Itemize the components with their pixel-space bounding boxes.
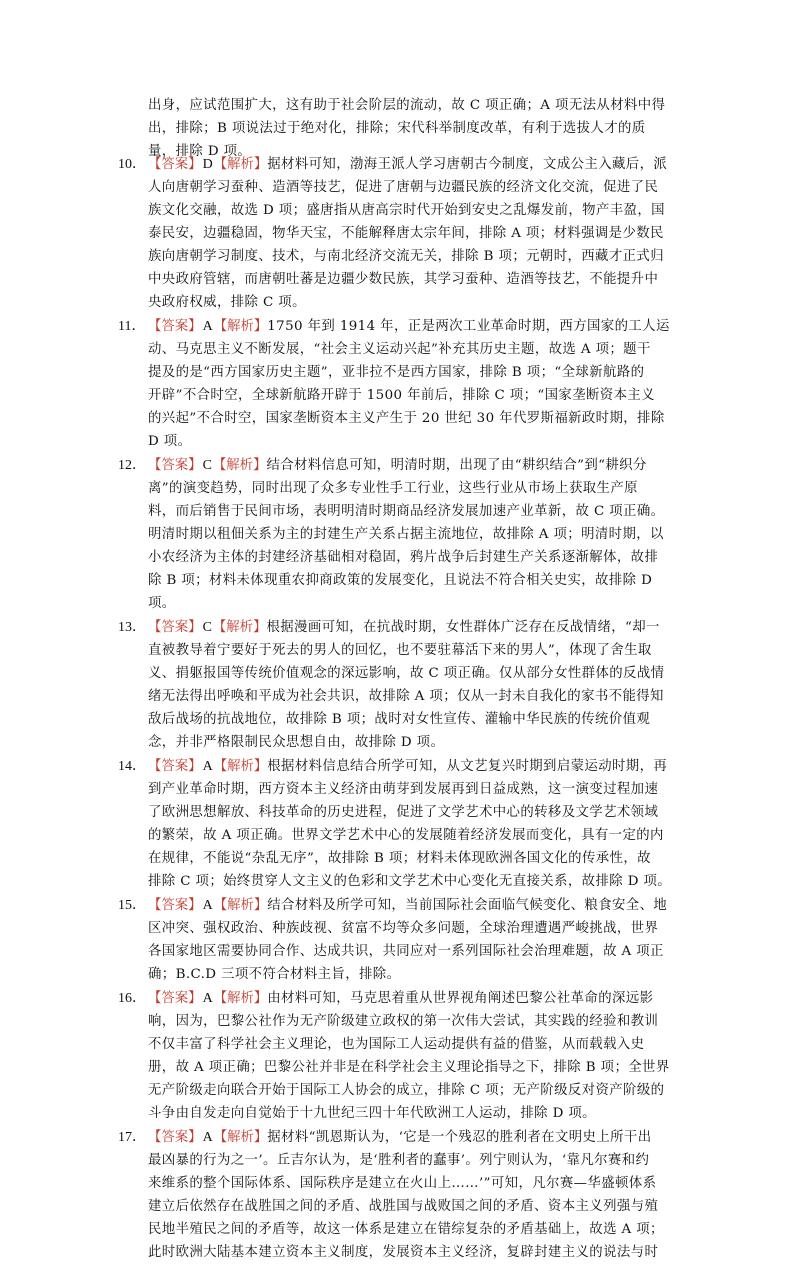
- analysis-line: 绪无法得出呼唤和平成为社会共识，故排除 A 项；仅从一封未自我化的家书不能得知: [148, 689, 664, 704]
- analysis-line: 斗争由自发走向自觉始于十九世纪三四十年代欧洲工人运动，排除 D 项。: [148, 1106, 596, 1121]
- answer-letter: A: [202, 991, 213, 1006]
- analysis-line: 开辟”不合时空，全球新航路开辟于 1500 年前后，排除 C 项；“国家垄断资本主义: [148, 388, 655, 403]
- analysis-line: 敌后战场的抗战地位，故排除 B 项；战时对女性宣传、灌输中华民族的传统价值观: [148, 712, 651, 727]
- item-number: 15．: [118, 898, 146, 913]
- item-number: 17．: [118, 1130, 146, 1145]
- answer-tag: 【答案】: [148, 319, 202, 334]
- analysis-line: 提及的是“西方国家历史主题”，亚非拉不是西方国家，排除 B 项；“全球新航路的: [148, 365, 645, 380]
- analysis-line: 义、捐躯报国等传统价值观念的深远影响，故 C 项正确。仅从部分女性群体的反战情: [148, 666, 665, 681]
- analysis-line: 确；B.C.D 三项不符合材料主旨，排除。: [148, 967, 401, 982]
- analysis-line: 此时欧洲大陆基本建立资本主义制度，发展资本主义经济，复辟封建主义的说法与时: [148, 1245, 659, 1260]
- answer-letter: A: [202, 1130, 213, 1145]
- item-number: 13．: [118, 620, 146, 635]
- item-number: 12．: [118, 458, 146, 473]
- answer-tag: 【答案】: [148, 1130, 202, 1145]
- answer-tag: 【答案】: [148, 157, 202, 172]
- analysis-line: D 项。: [148, 434, 192, 449]
- analysis-line: 料，而后销售于民间市场，表明明清时期商品经济发展加速产业革新，故 C 项正确。: [148, 504, 665, 519]
- analysis-line: 无产阶级走向联合开始于国际工人协会的成立，排除 C 项；无产阶级反对资产阶级的: [148, 1083, 665, 1098]
- analysis-line: 在规律，不能说“杂乱无序”，故排除 B 项；材料未体现欧洲各国文化的传承性，故: [148, 851, 651, 866]
- answer-letter: C: [202, 458, 212, 473]
- analysis-line: 央政府权威，排除 C 项。: [148, 295, 306, 310]
- analysis-tag: 【解析】: [213, 157, 268, 172]
- answer-item-14: [118, 755, 718, 893]
- answer-letter: A: [202, 898, 213, 913]
- analysis-line: 区冲突、强权政治、种族歧视、贫富不均等众多问题，全球治理遭遇严峻挑战，世界: [148, 921, 659, 936]
- analysis-first-line: 结合材料信息可知，明清时期，出现了由“耕织结合”到“耕织分: [266, 458, 647, 473]
- analysis-body: [148, 338, 718, 453]
- intro-line: 量，排除 D 项。: [148, 144, 252, 159]
- answer-tag: 【答案】: [148, 759, 202, 774]
- analysis-line: 排除 C 项；始终贯穿人文主义的色彩和文学艺术中心变化无直接关系，故排除 D 项。: [148, 874, 672, 889]
- answer-letter: A: [202, 319, 213, 334]
- analysis-line: 的兴起”不合时空，国家垄断资本主义产生于 20 世纪 30 年代罗斯福新政时期，排除: [148, 411, 665, 426]
- analysis-tag: 【解析】: [212, 458, 267, 473]
- analysis-line: 响，因为，巴黎公社作为无产阶级建立政权的第一次伟大尝试，其实践的经验和教训: [148, 1014, 659, 1029]
- answer-item-10: [118, 153, 718, 314]
- analysis-body: [148, 1010, 718, 1125]
- analysis-line: 小农经济为主体的封建经济基础相对稳固，鸦片战争后封建生产关系逐渐解体，故排: [148, 550, 659, 565]
- analysis-first-line: 根据漫画可知，在抗战时期，女性群体广泛存在反战情绪，“却一: [266, 620, 660, 635]
- item-number: 14．: [118, 759, 146, 774]
- item-number: 16．: [118, 991, 146, 1006]
- analysis-line: 的繁荣，故 A 项正确。世界文学艺术中心的发展随着经济发展而变化，具有一定的内: [148, 828, 664, 843]
- analysis-first-line: 结合材料及所学可知，当前国际社会面临气候变化、粮食安全、地: [267, 898, 668, 913]
- answer-letter: A: [202, 759, 213, 774]
- analysis-line: 人向唐朝学习蚕种、造酒等技艺，促进了唐朝与边疆民族的经济文化交流，促进了民: [148, 180, 659, 195]
- analysis-line: 泰民安，边疆稳固，物华天宝，不能解释唐太宗年间，排除 A 项；材料强调是少数民: [148, 226, 664, 241]
- answer-item-13: [118, 616, 718, 754]
- analysis-line: 来维系的整个国际体系、国际秩序是建立在火山上……’”可知，凡尔赛—华盛顿体系: [148, 1176, 657, 1191]
- analysis-body: [148, 639, 718, 754]
- analysis-line: 念，并非严格限制民众思想自由，故排除 D 项。: [148, 735, 445, 750]
- analysis-line: 中央政府管辖，而唐朝吐蕃是边疆少数民族，其学习蚕种、造酒等技艺，不能提升中: [148, 272, 659, 287]
- analysis-line: 族文化交融，故选 D 项；盛唐指从唐高宗时代开始到安史之乱爆发前，物产丰盈，国: [148, 203, 665, 218]
- analysis-line: 直被教导着宁要好于死去的男人的回忆，也不要驻幕活下来的男人”，体现了舍生取: [148, 643, 652, 658]
- analysis-tag: 【解析】: [213, 991, 268, 1006]
- answer-tag: 【答案】: [148, 620, 202, 635]
- analysis-body: [148, 477, 718, 615]
- analysis-line: 到产业革命时期，西方资本主义经济由萌芽到发展再到日益成熟，这一演变过程加速: [148, 782, 659, 797]
- analysis-line: 建立后依然存在战胜国之间的矛盾、战胜国与战败国之间的矛盾、资本主义列强与殖: [148, 1199, 659, 1214]
- item-number: 10．: [118, 157, 146, 172]
- analysis-tag: 【解析】: [213, 1130, 268, 1145]
- analysis-first-line: 据材料可知，渤海王派人学习唐朝古今制度，文成公主入藏后，派: [267, 157, 668, 172]
- answer-tag: 【答案】: [148, 458, 202, 473]
- answer-item-11: [118, 315, 718, 453]
- answer-item-16: [118, 987, 718, 1125]
- answer-letter: D: [202, 157, 213, 172]
- analysis-first-line: 由材料可知，马克思着重从世界视角阐述巴黎公社革命的深远影: [267, 991, 654, 1006]
- analysis-body: [148, 176, 718, 314]
- analysis-line: 离”的演变趋势，同时出现了众多专业性手工行业，这些行业从市场上获取生产原: [148, 481, 638, 496]
- analysis-first-line: 根据材料信息结合所学可知，从文艺复兴时期到启蒙运动时期，再: [267, 759, 668, 774]
- analysis-line: 册，故 A 项正确；巴黎公社并非是在科学社会主义理论指导之下，排除 B 项；全世界: [148, 1060, 670, 1075]
- analysis-line: 除 B 项；材料未体现重农抑商政策的发展变化，且说法不符合相关史实，故排除 D: [148, 573, 653, 588]
- answer-letter: C: [202, 620, 212, 635]
- analysis-line: 族向唐朝学习制度、技术，与南北经济交流无关，排除 B 项；元朝时，西藏才正式归: [148, 249, 665, 264]
- analysis-line: 动、马克思主义不断发展，“社会主义运动兴起”补充其历史主题，故选 A 项；题干: [148, 342, 651, 357]
- intro-line: 出，排除；B 项说法过于绝对化，排除；宋代科举制度改革，有利于选拔人才的质: [148, 121, 646, 136]
- item-number: 11．: [118, 319, 146, 334]
- analysis-line: 明清时期以租佃关系为主的封建生产关系占据主流地位，故排除 A 项；明清时期，以: [148, 527, 664, 542]
- analysis-line: 项。: [148, 596, 176, 611]
- intro-line: 出身，应试范围扩大，这有助于社会阶层的流动，故 C 项正确；A 项无法从材料中得: [148, 98, 666, 113]
- analysis-line: 不仅丰富了科学社会主义理论，也为国际工人运动提供有益的借鉴，从而载载入史: [148, 1037, 645, 1052]
- analysis-tag: 【解析】: [213, 759, 268, 774]
- analysis-tag: 【解析】: [213, 319, 268, 334]
- analysis-body: [148, 917, 718, 986]
- analysis-tag: 【解析】: [213, 898, 268, 913]
- analysis-line: 了欧洲思想解放、科技革命的历史进程，促进了文学艺术中心的转移及文学艺术领域: [148, 805, 659, 820]
- answer-item-17: [118, 1126, 718, 1264]
- analysis-body: [148, 778, 718, 893]
- analysis-body: [148, 1149, 718, 1264]
- answer-item-15: [118, 894, 718, 986]
- answer-item-12: [118, 454, 718, 615]
- analysis-tag: 【解析】: [212, 620, 267, 635]
- analysis-line: 民地半殖民之间的矛盾等，故这一体系是建立在错综复杂的矛盾基础上，故选 A 项；: [148, 1222, 664, 1237]
- answer-tag: 【答案】: [148, 898, 202, 913]
- analysis-line: 各国家地区需要协同合作、达成共识，共同应对一系列国际社会治理难题，故 A 项正: [148, 944, 664, 959]
- analysis-line: 最凶暴的行为之一’。丘吉尔认为，是‘胜利者的蠢事’。列宁则认为，‘靠凡尔赛和约: [148, 1153, 650, 1168]
- analysis-first-line: 1750 年到 1914 年，正是两次工业革命时期，西方国家的工人运: [267, 319, 670, 334]
- analysis-first-line: 据材料“凯恩斯认为，‘它是一个残忍的胜利者在文明史上所干出: [267, 1130, 652, 1145]
- answer-tag: 【答案】: [148, 991, 202, 1006]
